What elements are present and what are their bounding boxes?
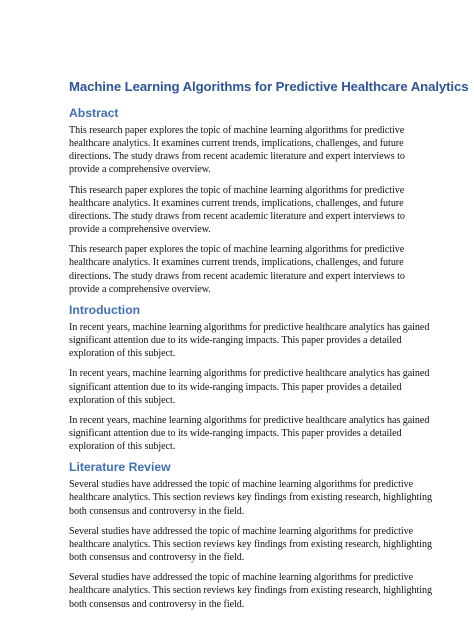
text-line: This research paper explores the topic of machine learning algorithms for predictive: [69, 244, 405, 256]
text-line: Several studies have addressed the topic of machine learning algorithms for predictive: [69, 525, 414, 537]
text-line: In recent years, machine learning algorithms for predictive healthcare analytics has gained: [69, 414, 430, 426]
section-literature-review: [69, 460, 432, 610]
abstract-paragraph: [69, 243, 409, 296]
document-content: [69, 78, 469, 618]
text-line: In recent years, machine learning algorithms for predictive healthcare analytics has gained: [69, 368, 430, 380]
section-heading-abstract: Abstract: [69, 106, 119, 120]
text-line: healthcare analytics. This section reviews key findings from existing research, highlighting: [69, 538, 432, 550]
text-line: healthcare analytics. It examines current trends, implications, challenges, and future: [69, 197, 404, 209]
text-line: Several studies have addressed the topic of machine learning algorithms for predictive: [69, 572, 414, 584]
abstract-paragraph: [69, 184, 409, 237]
section-heading-literature-review: Literature Review: [69, 460, 171, 475]
text-line: This research paper explores the topic of machine learning algorithms for predictive: [69, 184, 405, 196]
section-introduction: [69, 302, 430, 453]
text-line: exploration of this subject.: [69, 348, 176, 360]
text-line: This research paper explores the topic of machine learning algorithms for predictive: [69, 125, 405, 136]
text-line: healthcare analytics. This section reviews key findings from existing research, highlighting: [69, 492, 432, 504]
text-line: In recent years, machine learning algorithms for predictive healthcare analytics has gained: [69, 321, 430, 333]
text-line: significant attention due to its wide-ranging impacts. This paper provides a detailed: [69, 335, 402, 347]
text-line: both consensus and controversy in the field.: [69, 598, 245, 610]
text-line: provide a comprehensive overview.: [69, 283, 211, 295]
text-line: significant attention due to its wide-ranging impacts. This paper provides a detailed: [69, 381, 402, 393]
text-line: healthcare analytics. It examines current trends, implications, challenges, and future: [69, 257, 404, 269]
introduction-paragraph: [69, 414, 430, 453]
text-line: both consensus and controversy in the field.: [69, 552, 245, 564]
section-heading-introduction: Introduction: [69, 302, 141, 317]
introduction-paragraph: [69, 367, 430, 406]
literature-review-paragraph: [69, 478, 432, 517]
text-line: both consensus and controversy in the field.: [69, 505, 245, 517]
document-title: Machine Learning Algorithms for Predictive Healthcare Analytics: [69, 79, 469, 94]
text-line: healthcare analytics. This section reviews key findings from existing research, highlighting: [69, 585, 432, 597]
text-line: directions. The study draws from recent academic literature and expert interviews to: [69, 210, 405, 222]
text-line: healthcare analytics. It examines current trends, implications, challenges, and future: [69, 138, 404, 150]
text-line: provide a comprehensive overview.: [69, 224, 211, 236]
text-line: significant attention due to its wide-ranging impacts. This paper provides a detailed: [69, 427, 402, 439]
text-line: exploration of this subject.: [69, 441, 176, 453]
introduction-paragraph: [69, 321, 430, 360]
text-line: Several studies have addressed the topic of machine learning algorithms for predictive: [69, 479, 414, 491]
abstract-paragraph: [69, 124, 409, 177]
text-line: directions. The study draws from recent academic literature and expert interviews to: [69, 270, 405, 282]
text-line: provide a comprehensive overview.: [69, 164, 211, 176]
text-line: exploration of this subject.: [69, 394, 176, 406]
literature-review-paragraph: [69, 525, 432, 564]
text-line: directions. The study draws from recent academic literature and expert interviews to: [69, 151, 405, 163]
section-abstract: [69, 106, 409, 296]
literature-review-paragraph: [69, 571, 432, 610]
